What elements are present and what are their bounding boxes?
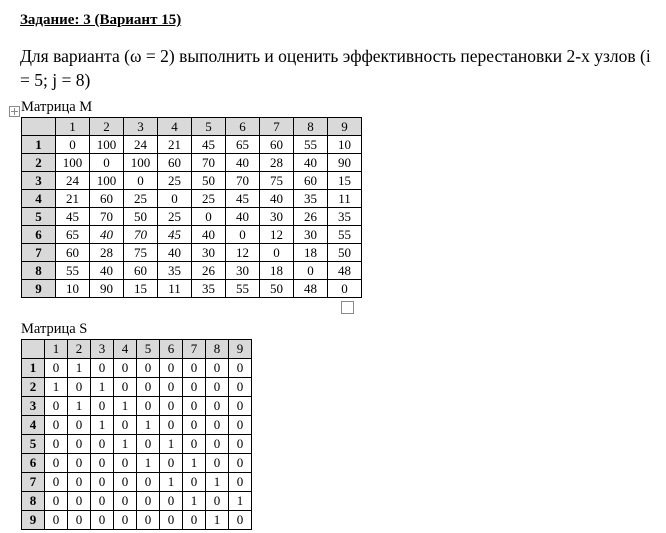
table-cell[interactable]: 60 xyxy=(260,136,294,154)
table-cell[interactable]: 0 xyxy=(68,492,91,511)
table-cell[interactable]: 65 xyxy=(226,136,260,154)
row-header: 3 xyxy=(22,172,56,190)
table-cell[interactable]: 18 xyxy=(294,244,328,262)
table-cell[interactable]: 40 xyxy=(192,226,226,244)
row-header: 4 xyxy=(22,190,56,208)
table-cell[interactable]: 0 xyxy=(68,511,91,530)
table-cell[interactable]: 70 xyxy=(90,208,124,226)
table-cell[interactable]: 0 xyxy=(68,473,91,492)
table-row xyxy=(22,378,252,397)
row-header: 5 xyxy=(22,435,45,454)
table-cell[interactable]: 0 xyxy=(91,359,114,378)
table-cell[interactable]: 28 xyxy=(260,154,294,172)
header-row xyxy=(22,340,252,359)
table-row xyxy=(22,154,362,172)
table-cell[interactable]: 25 xyxy=(124,190,158,208)
table-cell[interactable]: 0 xyxy=(229,511,252,530)
table-cell[interactable]: 55 xyxy=(56,262,90,280)
matrix-m-table xyxy=(21,117,362,298)
column-header: 9 xyxy=(229,340,252,359)
table-cell[interactable]: 0 xyxy=(91,511,114,530)
table-cell[interactable]: 0 xyxy=(229,473,252,492)
column-header: 3 xyxy=(91,340,114,359)
table-cell[interactable]: 0 xyxy=(206,416,229,435)
table-cell[interactable]: 10 xyxy=(328,136,362,154)
table-row xyxy=(22,454,252,473)
table-row xyxy=(22,208,362,226)
table-cell[interactable]: 0 xyxy=(229,397,252,416)
table-cell[interactable]: 1 xyxy=(114,397,137,416)
table-cell[interactable]: 45 xyxy=(56,208,90,226)
table-cell[interactable]: 0 xyxy=(68,454,91,473)
table-cell[interactable]: 45 xyxy=(192,136,226,154)
table-cell[interactable]: 0 xyxy=(45,473,68,492)
header-row xyxy=(22,118,362,136)
table-cell[interactable]: 1 xyxy=(160,435,183,454)
row-header: 1 xyxy=(22,136,56,154)
matrix-s-table xyxy=(21,339,252,530)
table-cell[interactable]: 28 xyxy=(90,244,124,262)
row-header: 7 xyxy=(22,244,56,262)
assignment-heading: Задание: 3 (Вариант 15) xyxy=(20,12,182,28)
table-cell[interactable]: 0 xyxy=(192,208,226,226)
table-cell[interactable]: 1 xyxy=(45,378,68,397)
table-cell[interactable]: 1 xyxy=(206,511,229,530)
table-cell[interactable]: 100 xyxy=(90,136,124,154)
table-cell[interactable]: 11 xyxy=(328,190,362,208)
matrix-s-caption: Матрица S xyxy=(21,321,88,337)
table-cell[interactable]: 0 xyxy=(114,511,137,530)
table-cell[interactable]: 60 xyxy=(158,154,192,172)
table-cell[interactable]: 0 xyxy=(45,359,68,378)
table-cell[interactable]: 55 xyxy=(226,280,260,298)
table-cell[interactable]: 1 xyxy=(91,378,114,397)
table-cell[interactable]: 0 xyxy=(124,172,158,190)
table-cell[interactable]: 65 xyxy=(56,226,90,244)
table-resize-handle-icon[interactable] xyxy=(341,301,354,314)
table-cell[interactable]: 21 xyxy=(158,136,192,154)
table-row xyxy=(22,136,362,154)
table-cell[interactable]: 35 xyxy=(192,280,226,298)
table-cell[interactable]: 0 xyxy=(91,397,114,416)
table-cell[interactable]: 0 xyxy=(206,359,229,378)
table-move-handle-icon[interactable] xyxy=(9,106,20,117)
table-cell[interactable]: 40 xyxy=(90,226,124,244)
table-cell[interactable]: 0 xyxy=(183,359,206,378)
table-cell[interactable]: 1 xyxy=(68,397,91,416)
table-cell[interactable]: 0 xyxy=(114,359,137,378)
row-header: 9 xyxy=(22,280,56,298)
column-header: 8 xyxy=(206,340,229,359)
table-cell[interactable]: 0 xyxy=(206,435,229,454)
row-header: 6 xyxy=(22,226,56,244)
table-cell[interactable]: 25 xyxy=(192,190,226,208)
row-header: 6 xyxy=(22,454,45,473)
table-cell[interactable]: 48 xyxy=(294,280,328,298)
table-cell[interactable]: 0 xyxy=(183,416,206,435)
table-row xyxy=(22,244,362,262)
table-cell[interactable]: 60 xyxy=(56,244,90,262)
table-cell[interactable]: 55 xyxy=(328,226,362,244)
table-cell[interactable]: 100 xyxy=(56,154,90,172)
table-cell[interactable]: 1 xyxy=(160,473,183,492)
table-cell[interactable]: 15 xyxy=(328,172,362,190)
column-header: 6 xyxy=(226,118,260,136)
row-header: 8 xyxy=(22,262,56,280)
table-cell[interactable]: 10 xyxy=(56,280,90,298)
table-cell[interactable]: 26 xyxy=(294,208,328,226)
table-cell[interactable]: 12 xyxy=(260,226,294,244)
table-row xyxy=(22,280,362,298)
table-row xyxy=(22,359,252,378)
table-cell[interactable]: 40 xyxy=(90,262,124,280)
table-cell[interactable]: 90 xyxy=(328,154,362,172)
table-cell[interactable]: 0 xyxy=(160,511,183,530)
table-cell[interactable]: 35 xyxy=(158,262,192,280)
table-cell[interactable]: 60 xyxy=(90,190,124,208)
table-cell[interactable]: 40 xyxy=(226,208,260,226)
table-cell[interactable]: 50 xyxy=(260,280,294,298)
table-row xyxy=(22,172,362,190)
table-cell[interactable]: 0 xyxy=(160,454,183,473)
row-header: 1 xyxy=(22,359,45,378)
table-cell[interactable]: 35 xyxy=(294,190,328,208)
table-cell[interactable]: 25 xyxy=(158,172,192,190)
table-cell[interactable]: 0 xyxy=(137,511,160,530)
table-cell[interactable]: 12 xyxy=(226,244,260,262)
table-cell[interactable]: 0 xyxy=(45,416,68,435)
table-row xyxy=(22,226,362,244)
table-cell[interactable]: 1 xyxy=(68,359,91,378)
table-cell[interactable]: 25 xyxy=(158,208,192,226)
table-row xyxy=(22,492,252,511)
table-cell[interactable]: 0 xyxy=(160,492,183,511)
table-cell[interactable]: 0 xyxy=(160,378,183,397)
table-cell[interactable]: 0 xyxy=(328,280,362,298)
table-cell[interactable]: 0 xyxy=(68,435,91,454)
table-cell[interactable]: 0 xyxy=(137,435,160,454)
table-row xyxy=(22,416,252,435)
table-cell[interactable]: 40 xyxy=(260,190,294,208)
table-cell[interactable]: 0 xyxy=(91,473,114,492)
table-cell[interactable]: 70 xyxy=(192,154,226,172)
row-header: 8 xyxy=(22,492,45,511)
table-row xyxy=(22,435,252,454)
column-header: 1 xyxy=(56,118,90,136)
table-cell[interactable]: 0 xyxy=(137,397,160,416)
table-cell[interactable]: 0 xyxy=(45,492,68,511)
row-header: 3 xyxy=(22,397,45,416)
table-cell[interactable]: 0 xyxy=(183,473,206,492)
table-cell[interactable]: 1 xyxy=(137,454,160,473)
column-header: 7 xyxy=(183,340,206,359)
column-header: 1 xyxy=(45,340,68,359)
table-cell[interactable]: 0 xyxy=(229,359,252,378)
table-cell[interactable]: 0 xyxy=(137,492,160,511)
table-cell[interactable]: 0 xyxy=(260,244,294,262)
table-cell[interactable]: 0 xyxy=(45,397,68,416)
table-cell[interactable]: 0 xyxy=(137,359,160,378)
table-cell[interactable]: 0 xyxy=(160,397,183,416)
column-header: 9 xyxy=(328,118,362,136)
table-cell[interactable]: 40 xyxy=(226,154,260,172)
row-header: 7 xyxy=(22,473,45,492)
table-cell[interactable]: 48 xyxy=(328,262,362,280)
column-header: 2 xyxy=(90,118,124,136)
table-cell[interactable]: 90 xyxy=(90,280,124,298)
table-cell[interactable]: 0 xyxy=(91,492,114,511)
table-cell[interactable]: 0 xyxy=(114,454,137,473)
row-header: 5 xyxy=(22,208,56,226)
table-cell[interactable]: 11 xyxy=(158,280,192,298)
column-header: 7 xyxy=(260,118,294,136)
table-cell[interactable]: 0 xyxy=(206,492,229,511)
table-cell[interactable]: 0 xyxy=(206,378,229,397)
table-cell[interactable]: 0 xyxy=(114,416,137,435)
table-cell[interactable]: 30 xyxy=(260,208,294,226)
matrix-m-caption: Матрица M xyxy=(21,99,93,115)
table-cell[interactable]: 30 xyxy=(226,262,260,280)
table-cell[interactable]: 1 xyxy=(183,454,206,473)
table-cell[interactable]: 70 xyxy=(124,226,158,244)
table-cell[interactable]: 0 xyxy=(45,454,68,473)
table-cell[interactable]: 0 xyxy=(229,378,252,397)
table-cell[interactable]: 1 xyxy=(137,416,160,435)
table-cell[interactable]: 0 xyxy=(229,416,252,435)
table-cell[interactable]: 0 xyxy=(294,262,328,280)
table-cell[interactable]: 45 xyxy=(158,226,192,244)
table-cell[interactable]: 30 xyxy=(192,244,226,262)
column-header: 8 xyxy=(294,118,328,136)
table-cell[interactable]: 0 xyxy=(137,378,160,397)
column-header: 5 xyxy=(192,118,226,136)
table-cell[interactable]: 1 xyxy=(114,435,137,454)
table-cell[interactable]: 0 xyxy=(183,397,206,416)
column-header: 3 xyxy=(124,118,158,136)
table-cell[interactable]: 40 xyxy=(294,154,328,172)
table-cell[interactable]: 70 xyxy=(226,172,260,190)
table-cell[interactable]: 35 xyxy=(328,208,362,226)
table-cell[interactable]: 60 xyxy=(124,262,158,280)
table-cell[interactable]: 18 xyxy=(260,262,294,280)
column-header: 5 xyxy=(137,340,160,359)
table-cell[interactable]: 21 xyxy=(56,190,90,208)
column-header: 4 xyxy=(158,118,192,136)
table-cell[interactable]: 0 xyxy=(68,378,91,397)
row-header: 4 xyxy=(22,416,45,435)
table-row xyxy=(22,190,362,208)
column-header: 2 xyxy=(68,340,91,359)
task-statement: Для варианта (ω = 2) выполнить и оценить эффективность перестановки 2-х узлов (i = 5; j = 8) xyxy=(20,46,651,90)
corner-cell xyxy=(22,340,45,359)
table-cell[interactable]: 0 xyxy=(206,397,229,416)
table-row xyxy=(22,473,252,492)
table-cell[interactable]: 0 xyxy=(45,511,68,530)
column-header: 6 xyxy=(160,340,183,359)
table-cell[interactable]: 0 xyxy=(114,492,137,511)
table-cell[interactable]: 50 xyxy=(124,208,158,226)
row-header: 2 xyxy=(22,378,45,397)
table-cell[interactable]: 0 xyxy=(183,435,206,454)
table-cell[interactable]: 40 xyxy=(158,244,192,262)
table-cell[interactable]: 0 xyxy=(137,473,160,492)
table-cell[interactable]: 0 xyxy=(91,454,114,473)
table-cell[interactable]: 0 xyxy=(229,435,252,454)
table-cell[interactable]: 50 xyxy=(328,244,362,262)
table-cell[interactable]: 0 xyxy=(56,136,90,154)
table-cell[interactable]: 75 xyxy=(260,172,294,190)
table-cell[interactable]: 26 xyxy=(192,262,226,280)
table-cell[interactable]: 1 xyxy=(229,492,252,511)
row-header: 9 xyxy=(22,511,45,530)
table-cell[interactable]: 0 xyxy=(158,190,192,208)
table-cell[interactable]: 60 xyxy=(294,172,328,190)
table-cell[interactable]: 1 xyxy=(183,492,206,511)
table-cell[interactable]: 1 xyxy=(206,473,229,492)
table-cell[interactable]: 0 xyxy=(183,378,206,397)
table-row xyxy=(22,262,362,280)
table-cell[interactable]: 45 xyxy=(226,190,260,208)
table-cell[interactable]: 15 xyxy=(124,280,158,298)
table-cell[interactable]: 0 xyxy=(45,435,68,454)
table-cell[interactable]: 0 xyxy=(226,226,260,244)
row-header: 2 xyxy=(22,154,56,172)
table-cell[interactable]: 0 xyxy=(68,416,91,435)
corner-cell xyxy=(22,118,56,136)
table-cell[interactable]: 0 xyxy=(229,454,252,473)
table-cell[interactable]: 0 xyxy=(114,378,137,397)
table-cell[interactable]: 50 xyxy=(192,172,226,190)
table-row xyxy=(22,397,252,416)
table-cell[interactable]: 0 xyxy=(183,511,206,530)
table-cell[interactable]: 0 xyxy=(160,359,183,378)
table-cell[interactable]: 24 xyxy=(56,172,90,190)
table-cell[interactable]: 30 xyxy=(294,226,328,244)
table-cell[interactable]: 0 xyxy=(114,473,137,492)
column-header: 4 xyxy=(114,340,137,359)
table-cell[interactable]: 100 xyxy=(124,154,158,172)
table-cell[interactable]: 0 xyxy=(206,454,229,473)
table-cell[interactable]: 0 xyxy=(160,416,183,435)
table-cell[interactable]: 100 xyxy=(90,172,124,190)
table-cell[interactable]: 0 xyxy=(91,435,114,454)
table-row xyxy=(22,511,252,530)
table-cell[interactable]: 1 xyxy=(91,416,114,435)
table-cell[interactable]: 0 xyxy=(90,154,124,172)
table-cell[interactable]: 55 xyxy=(294,136,328,154)
table-cell[interactable]: 75 xyxy=(124,244,158,262)
table-cell[interactable]: 24 xyxy=(124,136,158,154)
